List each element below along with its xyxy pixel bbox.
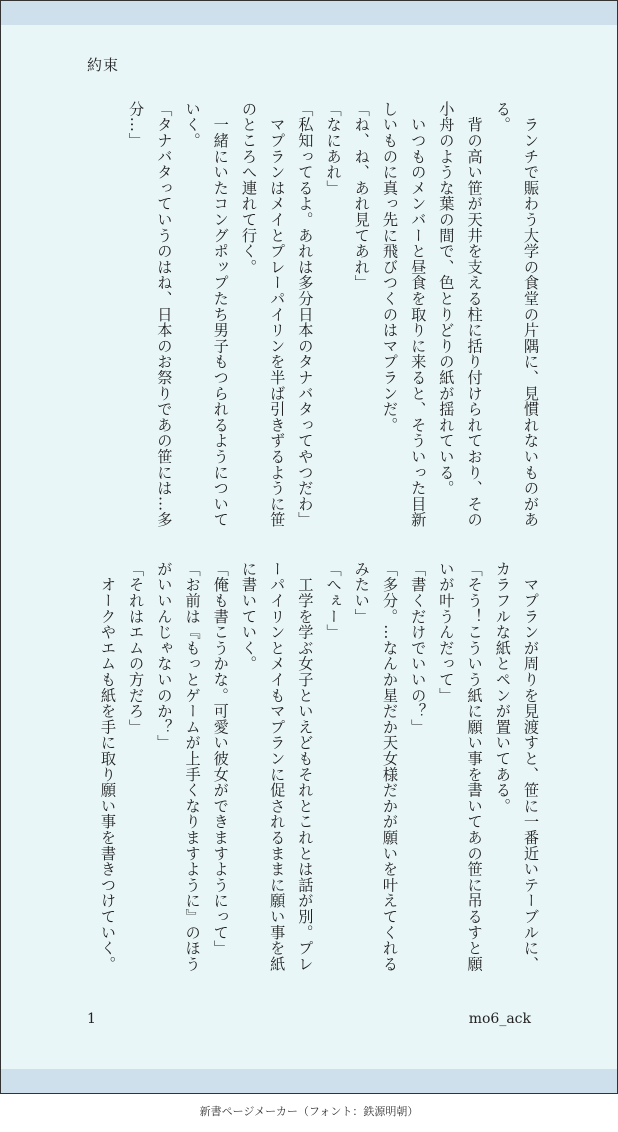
page-title: 約束 bbox=[87, 56, 120, 74]
upper-text-block bbox=[85, 101, 545, 531]
paragraph: ランチで賑わう大学の食堂の片隅に、見慣れないものがある。 bbox=[493, 101, 540, 528]
bottom-bar bbox=[1, 1069, 617, 1093]
paragraph: 「お前は『もっとゲームが上手くなりますように』のほうがいいんじゃないのか？」 bbox=[155, 561, 202, 972]
paragraph: 背の高い笹が天井を支える柱に括り付けられており、その小舟のような葉の間で、色とりどりの紙が揺れている。 bbox=[437, 101, 484, 528]
paragraph: いつものメンバーと昼食を取りに来ると、そういった目新しいものに真っ先に飛びつくのはマプランだ。 bbox=[380, 101, 428, 528]
top-bar bbox=[1, 1, 617, 25]
paragraph: マプランが周りを見渡すと、笹に一番近いテーブルに、カラフルな紙とペンが置いてある。 bbox=[493, 561, 540, 972]
paragraph: 一緒にいたコングポップたち男子もつられるようについていく。 bbox=[183, 101, 230, 528]
paragraph: 「ね、ね、あれ見てあれ」 bbox=[352, 101, 371, 291]
paragraph: 工学を学ぶ女子といえどもそれとこれとは話が別。プレーパイリンとメイもマプランに促されるままに願い事を紙に書いていく。 bbox=[239, 561, 315, 972]
page-number: 1 bbox=[87, 1011, 96, 1027]
paragraph: 「書くだけでいいの？」 bbox=[409, 561, 428, 735]
paragraph: オークやエムも紙を手に取り願い事を書きつけていく。 bbox=[98, 561, 117, 972]
author-name: mo6_ack bbox=[468, 1011, 531, 1027]
paragraph: 「なにあれ」 bbox=[324, 101, 343, 196]
paragraph: 「へぇー」 bbox=[324, 561, 343, 640]
paragraph: 「俺も書こうかな。可愛い彼女ができますようにって」 bbox=[211, 561, 230, 956]
paragraph: 「タナバタっていうのはね、日本のお祭りであの笹には…多分…」 bbox=[127, 101, 174, 528]
paragraph: 「私知ってるよ。あれは多分日本のタナバタってやつだわ」 bbox=[296, 101, 315, 528]
paragraph: 「多分。…なんか星だか天女様だかが願いを叶えてくれるみたい」 bbox=[352, 561, 399, 972]
paragraph: 「そう！こういう紙に願い事を書いてあの笹に吊るすと願いが叶うんだって」 bbox=[437, 561, 484, 972]
lower-text-block bbox=[85, 561, 545, 981]
paragraph: マプランはメイとプレーパイリンを半ば引きずるように笹のところへ連れて行く。 bbox=[239, 101, 287, 528]
maker-caption: 新書ページメーカー（フォント：鉄源明朝） bbox=[199, 1105, 419, 1118]
paragraph: 「それはエムの方だろ」 bbox=[127, 561, 146, 735]
